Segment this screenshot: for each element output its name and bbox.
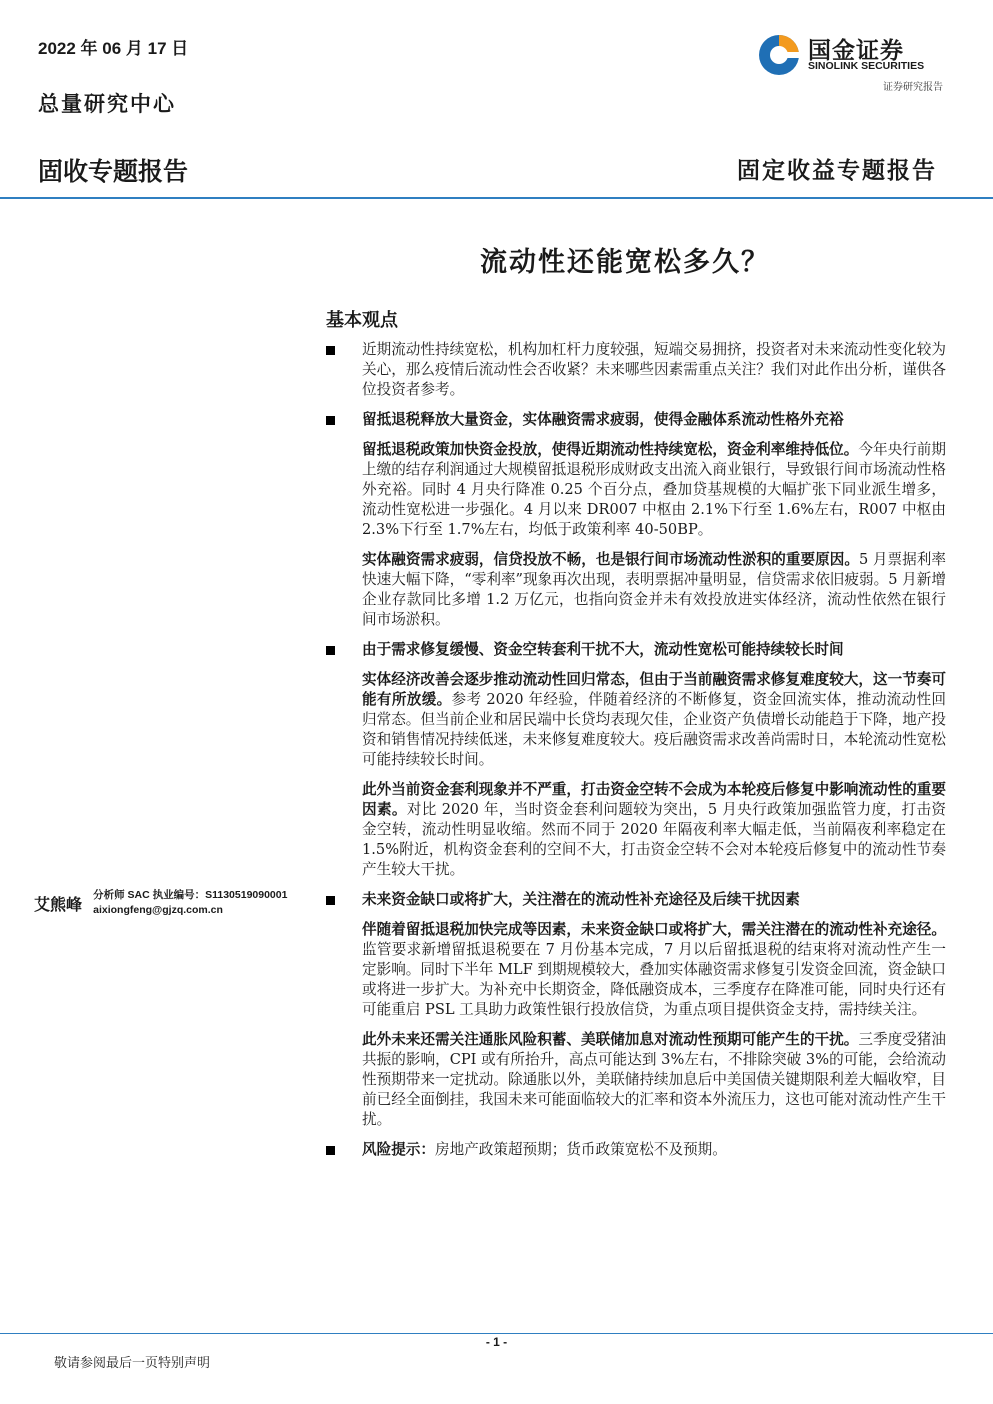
- risk-bullet: [326, 1140, 946, 1160]
- report-date: 2022 年 06 月 17 日: [38, 39, 189, 58]
- paragraph-lead: 留抵退税政策加快资金投放，使得近期流动性持续宽松，资金利率维持低位。: [362, 441, 859, 458]
- footer-disclaimer: 敬请参阅最后一页特别声明: [54, 1356, 211, 1371]
- logo-text-cn: 国金证券: [808, 37, 904, 63]
- header-divider: [0, 197, 993, 199]
- square-bullet-icon: [326, 346, 335, 355]
- bullet-text: 未来资金缺口或将扩大，关注潜在的流动性补充途径及后续干扰因素: [362, 891, 800, 908]
- analyst-cert: 分析师 SAC 执业编号：S1130519090001: [93, 889, 288, 901]
- section-heading: 基本观点: [326, 310, 398, 331]
- paragraph: [326, 920, 946, 1020]
- square-bullet-icon: [326, 416, 335, 425]
- paragraph-lead: 实体经济改善会逐步推动流动性回归常态，但由于当前融资需求修复难度较大，这一节奏可能有所放缓。: [362, 671, 946, 708]
- sinolink-logo-icon: [757, 33, 801, 77]
- paragraph-text: 5 月票据利率快速大幅下降，“零利率”现象再次出现，表明票据冲量明显，信贷需求依旧疲弱。5 月新增企业存款同比多增 1.2 万亿元，也指向资金并未有效投放进实体经济，流动性依然在银行间市场淤积。: [362, 551, 946, 628]
- logo-text-en: SINOLINK SECURITIES: [808, 60, 925, 72]
- report-type-right: 固定收益专题报告: [737, 157, 937, 184]
- analyst-block: [34, 888, 287, 918]
- report-type-left: 固收专题报告: [38, 158, 189, 186]
- bullet-text: 近期流动性持续宽松，机构加杠杆力度较强，短端交易拥挤，投资者对未来流动性变化较为关心，那么疫情后流动性会否收紧？未来哪些因素需重点关注？我们对此作出分析，谨供各位投资者参考。: [362, 341, 946, 398]
- paragraph-lead: 实体融资需求疲弱，信贷投放不畅，也是银行间市场流动性淤积的重要原因。: [362, 551, 859, 568]
- paragraph-text: 参考 2020 年经验，伴随着经济的不断修复，资金回流实体，推动流动性回归常态。但当前企业和居民端中长贷均表现欠佳，企业资产负债增长动能趋于下降，地产投资和销售情况持续低迷，未来修复难度较大。疫后融资需求改善尚需时日，本轮流动性宽松可能持续较长时间。: [362, 691, 946, 768]
- analyst-name: 艾熊峰: [34, 894, 83, 914]
- paragraph-text: 今年央行前期上缴的结存利润通过大规模留抵退税形成财政支出流入商业银行，导致银行间市场流动性格外充裕。同时 4 月央行降准 0.25 个百分点，叠加贷基规模的大幅扩张下同业派生增多，流动性宽松进一步强化。4 月以来 DR007 中枢由 2.1%下行至 1.6%左右，R007 中枢由 2.3%下行至 1.7%左右，均低于政策利率 40-50BP。: [362, 441, 946, 538]
- paragraph-lead: 伴随着留抵退税加快完成等因素，未来资金缺口或将扩大，需关注潜在的流动性补充途径。: [362, 921, 946, 938]
- footer-divider: [0, 1333, 993, 1334]
- paragraph: [326, 780, 946, 880]
- paragraph-lead: 此外未来还需关注通胀风险积蓄、美联储加息对流动性预期可能产生的干扰。: [362, 1031, 859, 1048]
- page-number: - 1 -: [485, 1335, 508, 1349]
- bullet-text: 由于需求修复缓慢、资金空转套利干扰不大，流动性宽松可能持续较长时间: [362, 641, 844, 658]
- analyst-email[interactable]: aixiongfeng@gjzq.com.cn: [93, 904, 223, 916]
- paragraph-text: 对比 2020 年，当时资金套利问题较为突出，5 月央行政策加强监管力度，打击资金空转，流动性明显收缩。然而不同于 2020 年隔夜利率大幅走低，当前隔夜利率稳定在 1.5%附近，机构资金套利的空间不大，打击资金空转不会对本轮疫后修复中的流动性节奏产生较大干扰。: [362, 801, 946, 878]
- report-title: 流动性还能宽松多久？: [480, 247, 770, 278]
- square-bullet-icon: [326, 896, 335, 905]
- bullet-item: [326, 340, 946, 400]
- square-bullet-icon: [326, 1146, 335, 1155]
- research-center: 总量研究中心: [38, 91, 176, 116]
- paragraph: [326, 670, 946, 770]
- bullet-heading: [326, 890, 946, 910]
- bullet-text: 留抵退税释放大量资金，实体融资需求疲弱，使得金融体系流动性格外充裕: [362, 411, 844, 428]
- paragraph: [326, 550, 946, 630]
- bullet-heading: [326, 640, 946, 660]
- main-content: [326, 340, 946, 1170]
- analyst-info: [93, 888, 287, 918]
- risk-text: 房地产政策超预期；货币政策宽松不及预期。: [434, 1141, 727, 1158]
- paragraph-text: 三季度受猪油共振的影响，CPI 或有所抬升，高点可能达到 3%左右，不排除突破 3%的可能，会给流动性预期带来一定扰动。除通胀以外，美联储持续加息后中美国债关键期限利差大幅收窄，目前已经全面倒挂，我国未来可能面临较大的汇率和资本外流压力，这也可能对流动性产生干扰。: [362, 1031, 946, 1128]
- risk-label: 风险提示：: [362, 1141, 435, 1158]
- paragraph: [326, 440, 946, 540]
- paragraph-text: 监管要求新增留抵退税要在 7 月份基本完成，7 月以后留抵退税的结束将对流动性产生一定影响。同时下半年 MLF 到期规模较大，叠加实体融资需求修复引发资金回流，资金缺口或将进一步扩大。为补充中长期资金，降低融资成本，三季度存在降准可能，同时央行还有可能重启 PSL 工具助力政策性银行投放信贷，为重点项目提供资金支持，需持续关注。: [362, 941, 947, 1018]
- paragraph: [326, 1030, 946, 1130]
- bullet-heading: [326, 410, 946, 430]
- logo-subtitle: 证券研究报告: [883, 82, 943, 93]
- paragraph-lead: 此外当前资金套利现象并不严重，打击资金空转不会成为本轮疫后修复中影响流动性的重要因素。: [362, 781, 946, 818]
- square-bullet-icon: [326, 646, 335, 655]
